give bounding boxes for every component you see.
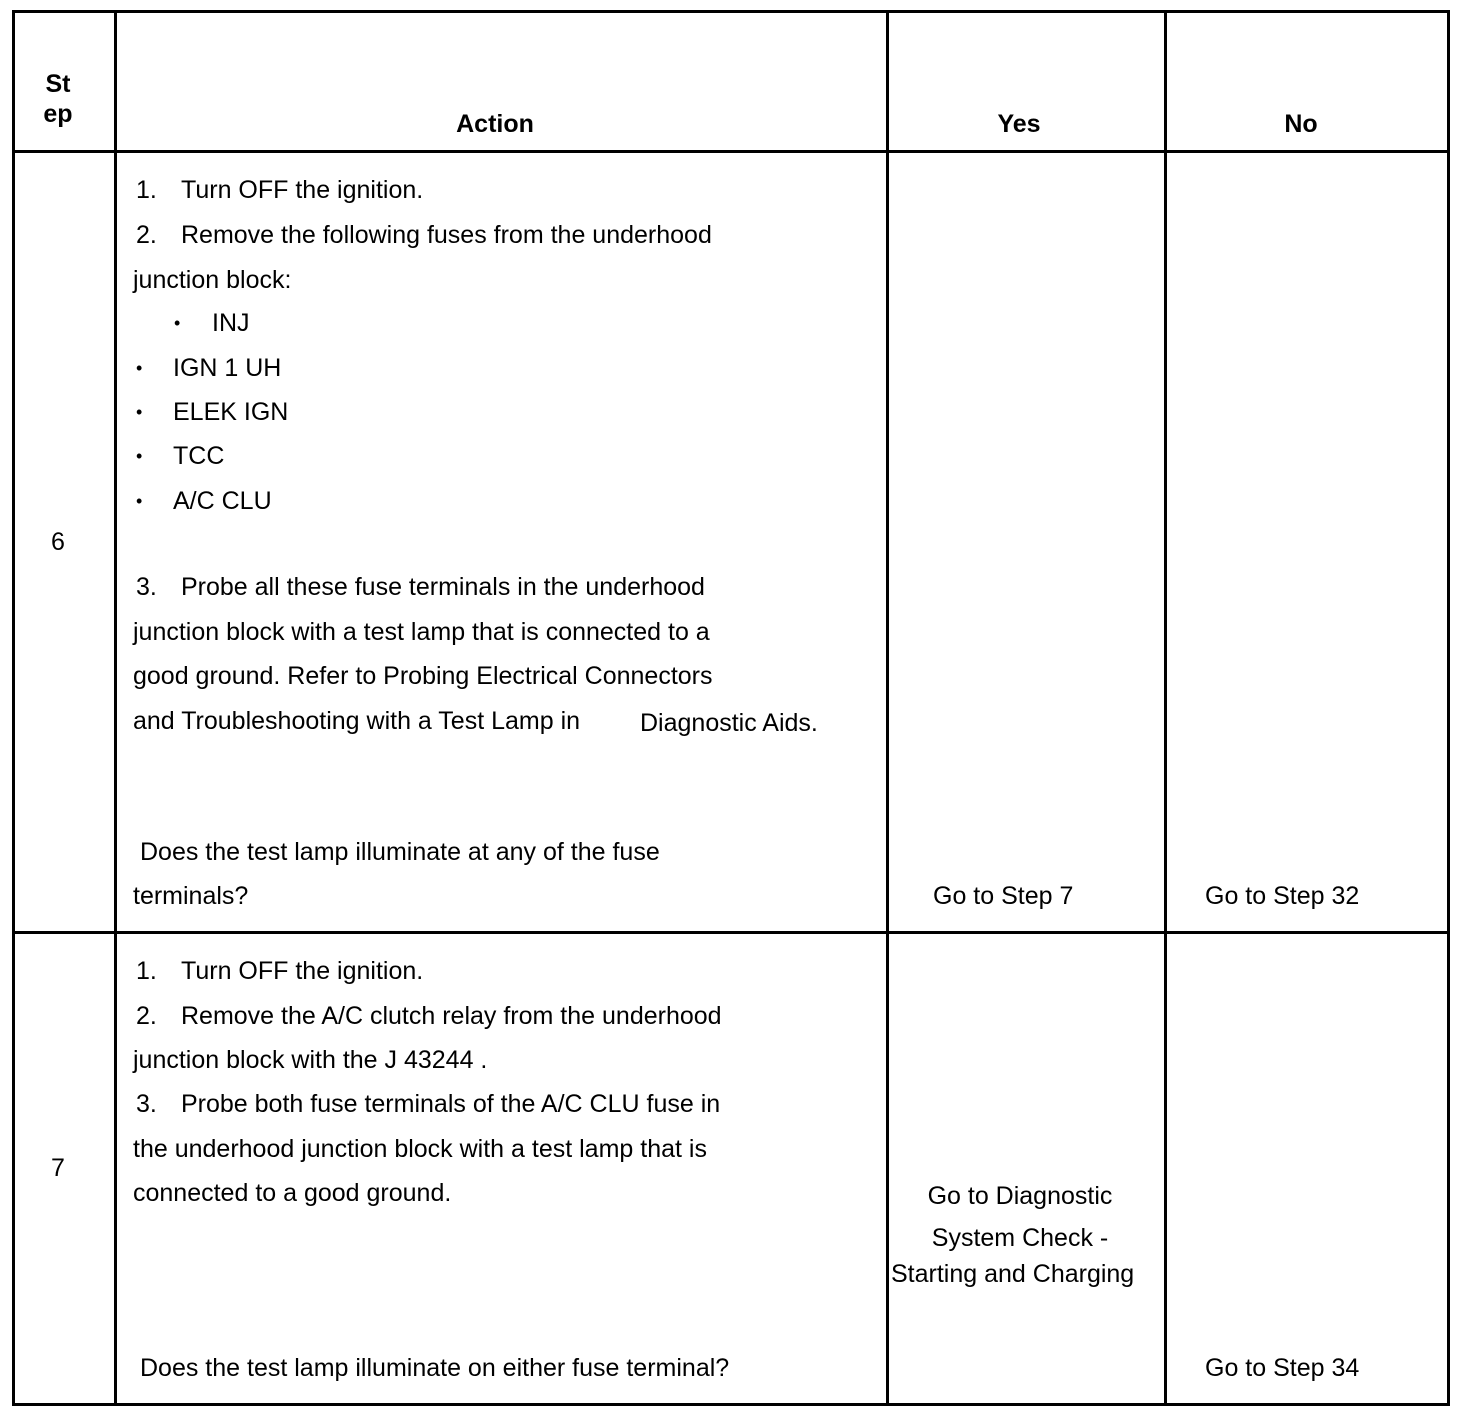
action-line: Probe both fuse terminals of the A/C CLU fuse in — [181, 1090, 721, 1118]
action-line-number: 2. — [136, 221, 157, 249]
column-divider — [114, 10, 117, 1406]
column-divider — [1164, 10, 1167, 1406]
fuse-item: A/C CLU — [173, 487, 272, 515]
header-action: Action — [456, 110, 534, 138]
action-line: Turn OFF the ignition. — [181, 176, 424, 204]
action-line-number: 1. — [136, 957, 157, 985]
diagnostic-aids-reference: Diagnostic Aids. — [640, 709, 818, 737]
action-line: good ground. Refer to Probing Electrical Connectors — [133, 662, 713, 690]
bullet: • — [136, 491, 143, 511]
action-line: Remove the A/C clutch relay from the underhood — [181, 1002, 722, 1030]
no-result: Go to Step 32 — [1205, 882, 1360, 910]
action-line-number: 1. — [136, 176, 157, 204]
fuse-item: ELEK IGN — [173, 398, 289, 426]
question-line: terminals? — [133, 882, 249, 910]
header-no: No — [1284, 110, 1318, 138]
bullet: • — [136, 446, 143, 466]
action-line: junction block with a test lamp that is connected to a — [133, 618, 710, 646]
table-border-left — [12, 10, 15, 1406]
header-step — [14, 69, 102, 129]
table-border-right — [1447, 10, 1450, 1406]
row-divider — [12, 150, 1450, 153]
action-line: and Troubleshooting with a Test Lamp in — [133, 707, 581, 735]
action-line: the underhood junction block with a test lamp that is — [133, 1135, 707, 1163]
action-line-number: 3. — [136, 573, 157, 601]
bullet: • — [174, 313, 181, 333]
action-line-number: 2. — [136, 1002, 157, 1030]
yes-result-line: Starting and Charging — [891, 1260, 1135, 1288]
yes-result-line: System Check - — [931, 1224, 1109, 1252]
yes-result-line: Go to Diagnostic — [927, 1182, 1113, 1210]
fuse-item: INJ — [212, 309, 250, 337]
row-divider — [12, 931, 1450, 934]
fuse-item: TCC — [173, 442, 225, 470]
yes-result — [878, 1175, 1162, 1259]
question-line: Does the test lamp illuminate on either fuse terminal? — [140, 1354, 730, 1382]
action-line: junction block: — [133, 266, 292, 294]
step-number: 6 — [51, 528, 65, 556]
action-line: junction block with the J 43244 . — [133, 1046, 488, 1074]
bullet: • — [136, 358, 143, 378]
action-line: Turn OFF the ignition. — [181, 957, 424, 985]
question-line: Does the test lamp illuminate at any of the fuse — [140, 838, 660, 866]
action-line-number: 3. — [136, 1090, 157, 1118]
action-line: Remove the following fuses from the underhood — [181, 221, 712, 249]
header-step-line2: ep — [43, 100, 73, 128]
fuse-item: IGN 1 UH — [173, 354, 282, 382]
no-result: Go to Step 34 — [1205, 1354, 1360, 1382]
bullet: • — [136, 402, 143, 422]
yes-result: Go to Step 7 — [933, 882, 1074, 910]
table-border-bottom — [12, 1403, 1450, 1406]
step-number: 7 — [51, 1154, 65, 1182]
header-step-line1: St — [45, 70, 71, 98]
action-line: Probe all these fuse terminals in the underhood — [181, 573, 705, 601]
header-yes: Yes — [997, 110, 1041, 138]
table-border-top — [12, 10, 1450, 13]
action-line: connected to a good ground. — [133, 1179, 452, 1207]
